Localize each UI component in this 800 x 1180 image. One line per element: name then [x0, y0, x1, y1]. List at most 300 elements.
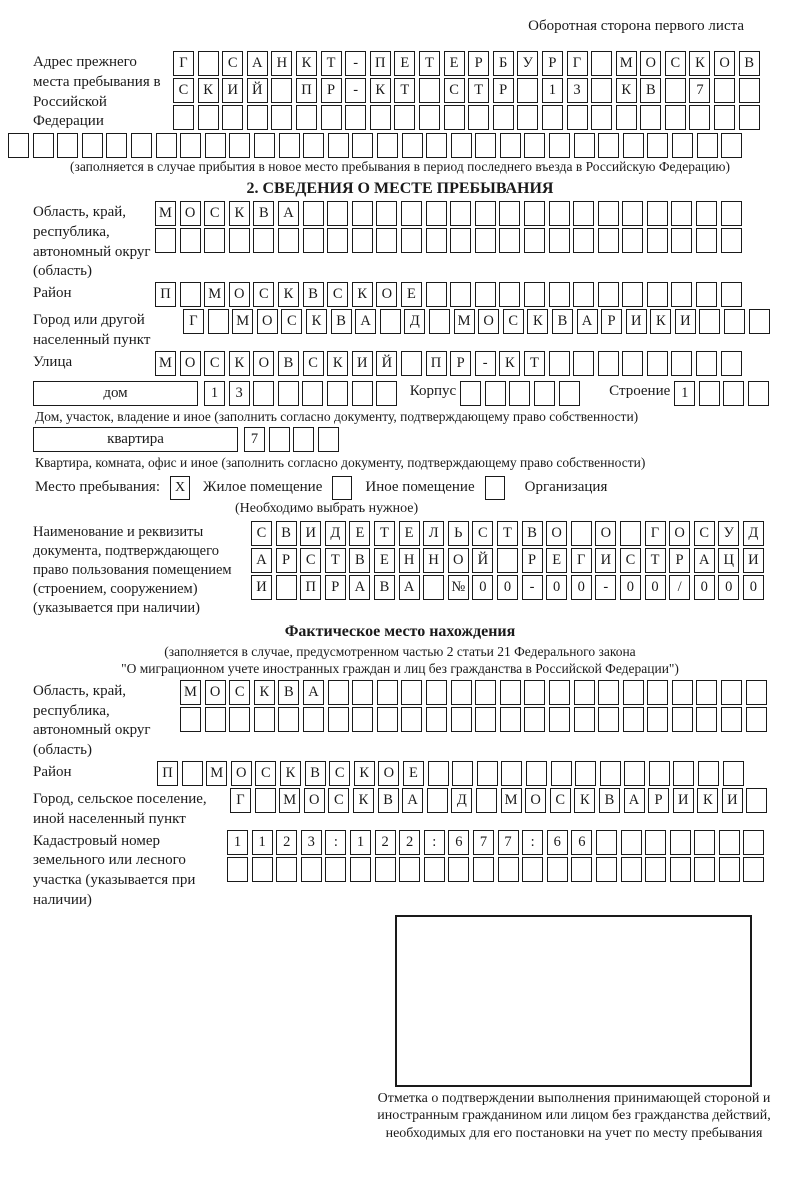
- char-box: [542, 105, 563, 130]
- char-box: В: [739, 51, 760, 76]
- char-box: Г: [173, 51, 194, 76]
- char-box: 1: [252, 830, 273, 855]
- page-side-note: Оборотная сторона первого листа: [528, 18, 744, 34]
- char-box: [598, 707, 619, 732]
- char-box: [696, 707, 717, 732]
- char-box: [671, 351, 692, 376]
- char-box: 0: [694, 575, 715, 600]
- char-box: О: [478, 309, 499, 334]
- char-box: [724, 309, 745, 334]
- char-box: [499, 201, 520, 226]
- char-box: С: [229, 680, 250, 705]
- char-box: О: [257, 309, 278, 334]
- char-box: [696, 680, 717, 705]
- char-box: [352, 707, 373, 732]
- house-type-box: дом: [33, 381, 198, 406]
- char-box: [571, 857, 592, 882]
- char-box: [574, 133, 595, 158]
- checkbox-residential: X: [170, 476, 190, 500]
- char-box: [621, 830, 642, 855]
- char-box: [748, 381, 769, 406]
- char-box: С: [665, 51, 686, 76]
- char-box: 0: [718, 575, 739, 600]
- char-box: Е: [401, 282, 422, 307]
- char-box: [517, 78, 538, 103]
- char-box: [303, 707, 324, 732]
- char-box: М: [155, 351, 176, 376]
- char-box: [485, 381, 506, 406]
- char-box: [399, 857, 420, 882]
- char-box: [205, 133, 226, 158]
- char-box: К: [574, 788, 595, 813]
- char-box: Р: [601, 309, 622, 334]
- char-box: [573, 282, 594, 307]
- char-box: О: [180, 201, 201, 226]
- char-box: Г: [230, 788, 251, 813]
- char-box: [426, 707, 447, 732]
- char-box: Т: [468, 78, 489, 103]
- char-box: [352, 680, 373, 705]
- char-box: А: [247, 51, 268, 76]
- char-box: [229, 707, 250, 732]
- char-box: 1: [674, 381, 695, 406]
- char-box: А: [694, 548, 715, 573]
- char-box: О: [714, 51, 735, 76]
- char-box: К: [354, 761, 375, 786]
- char-box: /: [669, 575, 690, 600]
- char-box: В: [599, 788, 620, 813]
- prev-address-block: [33, 51, 800, 132]
- char-box: [672, 707, 693, 732]
- checkbox-other-premises: [332, 476, 352, 500]
- char-box: [549, 351, 570, 376]
- document-row-1: [251, 521, 800, 546]
- char-box: [573, 201, 594, 226]
- char-box: А: [303, 680, 324, 705]
- char-box: А: [278, 201, 299, 226]
- char-box: [574, 707, 595, 732]
- char-box: [647, 282, 668, 307]
- char-box: С: [329, 761, 350, 786]
- char-box: О: [253, 351, 274, 376]
- char-box: [721, 680, 742, 705]
- char-box: К: [697, 788, 718, 813]
- region-block: [33, 201, 800, 282]
- actual-region-block: [33, 680, 800, 761]
- char-box: [598, 680, 619, 705]
- char-box: К: [370, 78, 391, 103]
- char-box: [476, 788, 497, 813]
- char-box: [723, 761, 744, 786]
- char-box: [647, 351, 668, 376]
- char-box: О: [669, 521, 690, 546]
- char-box: [622, 282, 643, 307]
- char-box: [426, 282, 447, 307]
- char-box: [401, 228, 422, 253]
- char-box: Р: [450, 351, 471, 376]
- district-block: [33, 282, 800, 309]
- char-box: [573, 351, 594, 376]
- char-box: Г: [645, 521, 666, 546]
- char-box: Р: [669, 548, 690, 573]
- char-box: Н: [271, 51, 292, 76]
- char-box: [426, 201, 447, 226]
- char-box: К: [229, 351, 250, 376]
- char-box: Е: [403, 761, 424, 786]
- section2-title: 2. СВЕДЕНИЯ О МЕСТЕ ПРЕБЫВАНИЯ: [246, 180, 554, 198]
- char-box: [278, 228, 299, 253]
- char-box: Е: [444, 51, 465, 76]
- char-box: О: [205, 680, 226, 705]
- char-box: М: [616, 51, 637, 76]
- char-box: Л: [423, 521, 444, 546]
- char-box: [477, 761, 498, 786]
- char-box: В: [374, 575, 395, 600]
- char-box: [327, 381, 348, 406]
- char-box: [719, 857, 740, 882]
- char-box: К: [278, 282, 299, 307]
- char-box: Р: [522, 548, 543, 573]
- char-box: [549, 282, 570, 307]
- actual-region-row-2: [180, 707, 800, 732]
- char-box: О: [304, 788, 325, 813]
- char-box: [696, 228, 717, 253]
- char-box: [498, 857, 519, 882]
- char-box: [451, 707, 472, 732]
- char-box: [524, 133, 545, 158]
- char-box: [573, 228, 594, 253]
- char-box: И: [595, 548, 616, 573]
- char-box: П: [300, 575, 321, 600]
- char-box: [647, 680, 668, 705]
- char-box: И: [251, 575, 272, 600]
- char-box: [450, 228, 471, 253]
- char-box: М: [155, 201, 176, 226]
- char-box: [254, 133, 275, 158]
- char-box: [229, 133, 250, 158]
- char-box: М: [204, 282, 225, 307]
- char-box: [616, 105, 637, 130]
- char-box: [180, 707, 201, 732]
- document-row-3: [251, 575, 800, 600]
- char-box: -: [522, 575, 543, 600]
- char-box: [719, 830, 740, 855]
- char-box: [180, 228, 201, 253]
- char-box: И: [300, 521, 321, 546]
- char-box: Н: [399, 548, 420, 573]
- char-box: С: [300, 548, 321, 573]
- city-block: [33, 309, 800, 351]
- char-box: О: [546, 521, 567, 546]
- char-box: [444, 105, 465, 130]
- char-box: [524, 680, 545, 705]
- char-box: [352, 133, 373, 158]
- char-box: С: [550, 788, 571, 813]
- char-box: К: [499, 351, 520, 376]
- char-box: К: [198, 78, 219, 103]
- char-box: :: [424, 830, 445, 855]
- char-box: [208, 309, 229, 334]
- char-box: [551, 761, 572, 786]
- char-box: В: [303, 282, 324, 307]
- char-box: 0: [497, 575, 518, 600]
- char-box: [401, 680, 422, 705]
- confirmation-mark-note: Отметка о подтверждении выполнения принимающей стороной и иностранным гражданином или лицом без гражданства действий, необходимых для его постановки на учет по месту пребывания: [377, 1090, 771, 1141]
- char-box: [173, 105, 194, 130]
- char-box: Г: [183, 309, 204, 334]
- char-box: [376, 381, 397, 406]
- char-box: С: [281, 309, 302, 334]
- char-box: 2: [399, 830, 420, 855]
- char-box: И: [743, 548, 764, 573]
- char-box: [672, 133, 693, 158]
- char-box: С: [620, 548, 641, 573]
- char-box: С: [303, 351, 324, 376]
- char-box: 6: [571, 830, 592, 855]
- char-box: [622, 201, 643, 226]
- char-box: В: [253, 201, 274, 226]
- char-box: [671, 201, 692, 226]
- char-box: А: [399, 575, 420, 600]
- char-box: [670, 857, 691, 882]
- char-box: [376, 201, 397, 226]
- char-box: Р: [542, 51, 563, 76]
- char-box: [419, 105, 440, 130]
- char-box: К: [327, 351, 348, 376]
- cadastral-label: Кадастровый номер земельного или лесного участка (указывается при наличии): [33, 832, 196, 909]
- char-box: В: [331, 309, 352, 334]
- char-box: Р: [468, 51, 489, 76]
- district-row: [155, 282, 745, 307]
- char-box: [645, 830, 666, 855]
- char-box: М: [180, 680, 201, 705]
- char-box: О: [229, 282, 250, 307]
- char-box: [749, 309, 770, 334]
- char-box: [647, 228, 668, 253]
- char-box: [598, 228, 619, 253]
- char-box: Р: [493, 78, 514, 103]
- char-box: [647, 707, 668, 732]
- char-box: -: [345, 78, 366, 103]
- checkbox-organization: [485, 476, 505, 500]
- actual-city-label: Город, сельское поселение, иной населенный пункт: [33, 791, 207, 827]
- char-box: М: [206, 761, 227, 786]
- korpus-label: Корпус: [409, 382, 457, 399]
- document-row-2: [251, 548, 800, 573]
- char-box: [427, 788, 448, 813]
- char-box: [600, 761, 621, 786]
- char-box: [450, 201, 471, 226]
- char-box: [665, 78, 686, 103]
- char-box: 1: [204, 381, 225, 406]
- actual-region-label: Область, край, республика, автономный округ (область): [33, 682, 151, 759]
- house-block: [33, 381, 800, 408]
- char-box: Г: [567, 51, 588, 76]
- char-box: [155, 228, 176, 253]
- char-box: [622, 228, 643, 253]
- char-box: [303, 228, 324, 253]
- char-box: В: [378, 788, 399, 813]
- char-box: [723, 381, 744, 406]
- char-box: [575, 761, 596, 786]
- char-box: [303, 133, 324, 158]
- street-label: Улица: [33, 353, 73, 370]
- char-box: Е: [349, 521, 370, 546]
- char-box: В: [278, 680, 299, 705]
- char-box: Т: [321, 51, 342, 76]
- char-box: [253, 381, 274, 406]
- char-box: [468, 105, 489, 130]
- char-box: П: [155, 282, 176, 307]
- char-box: [345, 105, 366, 130]
- char-box: С: [444, 78, 465, 103]
- actual-city-row: [230, 788, 771, 828]
- char-box: Ь: [448, 521, 469, 546]
- char-box: [591, 51, 612, 76]
- char-box: [714, 105, 735, 130]
- char-box: [673, 761, 694, 786]
- char-box: [721, 282, 742, 307]
- char-box: Г: [571, 548, 592, 573]
- char-box: М: [454, 309, 475, 334]
- city-label: Город или другой населенный пункт: [33, 312, 151, 349]
- char-box: [8, 133, 29, 158]
- char-box: [370, 105, 391, 130]
- char-box: :: [325, 830, 346, 855]
- char-box: 7: [498, 830, 519, 855]
- apartment-note: Квартира, комната, офис и иное (заполнить согласно документу, подтверждающему право собственности): [35, 455, 646, 471]
- char-box: У: [718, 521, 739, 546]
- char-box: Т: [374, 521, 395, 546]
- char-box: [460, 381, 481, 406]
- char-box: [517, 105, 538, 130]
- char-box: В: [552, 309, 573, 334]
- char-box: [526, 761, 547, 786]
- char-box: [269, 427, 290, 452]
- char-box: И: [352, 351, 373, 376]
- char-box: Й: [472, 548, 493, 573]
- char-box: 0: [743, 575, 764, 600]
- char-box: [131, 133, 152, 158]
- char-box: [694, 857, 715, 882]
- char-box: [623, 133, 644, 158]
- char-box: [509, 381, 530, 406]
- actual-location-note-1: (заполняется в случае, предусмотренном частью 2 статьи 21 Федерального закона: [164, 644, 636, 660]
- char-box: Т: [419, 51, 440, 76]
- char-box: А: [251, 548, 272, 573]
- char-box: [721, 228, 742, 253]
- char-box: [380, 309, 401, 334]
- char-box: [293, 427, 314, 452]
- char-box: И: [722, 788, 743, 813]
- char-box: 7: [244, 427, 265, 452]
- char-box: [475, 282, 496, 307]
- char-box: Е: [399, 521, 420, 546]
- actual-city-block: [33, 788, 800, 830]
- char-box: [255, 788, 276, 813]
- char-box: Д: [743, 521, 764, 546]
- char-box: М: [501, 788, 522, 813]
- char-box: [739, 105, 760, 130]
- char-box: М: [232, 309, 253, 334]
- char-box: [694, 830, 715, 855]
- char-box: О: [180, 351, 201, 376]
- char-box: [82, 133, 103, 158]
- char-box: [549, 201, 570, 226]
- char-box: 0: [546, 575, 567, 600]
- char-box: Д: [325, 521, 346, 546]
- char-box: [350, 857, 371, 882]
- char-box: [473, 857, 494, 882]
- char-box: С: [503, 309, 524, 334]
- actual-district-label: Район: [33, 764, 72, 781]
- char-box: О: [448, 548, 469, 573]
- char-box: С: [204, 201, 225, 226]
- char-box: [524, 228, 545, 253]
- char-box: [721, 351, 742, 376]
- char-box: О: [231, 761, 252, 786]
- char-box: К: [689, 51, 710, 76]
- char-box: [156, 133, 177, 158]
- char-box: Е: [394, 51, 415, 76]
- apartment-number-row: [244, 427, 342, 452]
- char-box: О: [378, 761, 399, 786]
- char-box: 0: [620, 575, 641, 600]
- char-box: 6: [448, 830, 469, 855]
- char-box: [377, 133, 398, 158]
- char-box: [696, 282, 717, 307]
- document-block: [33, 521, 800, 619]
- char-box: [222, 105, 243, 130]
- char-box: Т: [645, 548, 666, 573]
- char-box: П: [370, 51, 391, 76]
- char-box: [253, 228, 274, 253]
- char-box: [448, 857, 469, 882]
- char-box: [524, 707, 545, 732]
- char-box: [549, 228, 570, 253]
- char-box: [271, 78, 292, 103]
- char-box: [501, 761, 522, 786]
- district-label: Район: [33, 285, 72, 302]
- char-box: [571, 521, 592, 546]
- char-box: С: [253, 282, 274, 307]
- char-box: 3: [301, 830, 322, 855]
- korpus-row: [460, 381, 583, 406]
- char-box: [276, 857, 297, 882]
- char-box: [598, 201, 619, 226]
- region-label: Область, край, республика, автономный округ (область): [33, 204, 151, 280]
- char-box: [424, 857, 445, 882]
- char-box: А: [355, 309, 376, 334]
- house-number-row: [204, 381, 401, 406]
- char-box: [352, 381, 373, 406]
- char-box: Н: [423, 548, 444, 573]
- apartment-block: [33, 427, 800, 454]
- char-box: [106, 133, 127, 158]
- char-box: А: [577, 309, 598, 334]
- char-box: Б: [493, 51, 514, 76]
- char-box: В: [305, 761, 326, 786]
- char-box: 0: [571, 575, 592, 600]
- char-box: И: [673, 788, 694, 813]
- cadastral-row-1: [227, 830, 800, 855]
- char-box: [649, 761, 670, 786]
- char-box: [325, 857, 346, 882]
- char-box: [697, 133, 718, 158]
- char-box: [475, 228, 496, 253]
- char-box: [524, 201, 545, 226]
- char-box: 1: [227, 830, 248, 855]
